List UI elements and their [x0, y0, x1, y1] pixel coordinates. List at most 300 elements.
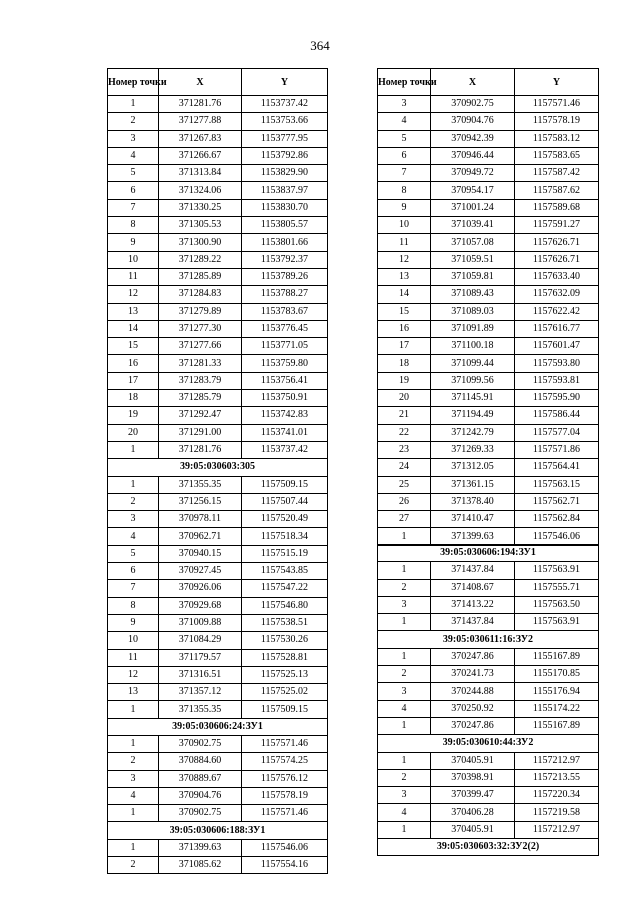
- x-coordinate-cell: 370954.17: [431, 182, 515, 199]
- header-x: X: [431, 69, 515, 96]
- y-coordinate-cell: 1157546.06: [242, 839, 328, 856]
- x-coordinate-cell: 370405.91: [431, 752, 515, 769]
- x-coordinate-cell: 370247.86: [431, 648, 515, 665]
- y-coordinate-cell: 1157562.84: [515, 511, 599, 528]
- table-row: [378, 113, 599, 130]
- point-number-cell: 2: [108, 753, 159, 770]
- x-coordinate-cell: 371281.33: [159, 355, 242, 372]
- table-row: [108, 268, 328, 285]
- y-coordinate-cell: 1153830.70: [242, 199, 328, 216]
- point-number-cell: 3: [108, 770, 159, 787]
- x-coordinate-cell: 370949.72: [431, 165, 515, 182]
- point-number-cell: 3: [378, 596, 431, 613]
- y-coordinate-cell: 1157626.71: [515, 234, 599, 251]
- point-number-cell: 1: [378, 562, 431, 579]
- table-row: [108, 182, 328, 199]
- x-coordinate-cell: 371256.15: [159, 493, 242, 510]
- x-coordinate-cell: 371057.08: [431, 234, 515, 251]
- x-coordinate-cell: 371316.51: [159, 666, 242, 683]
- point-number-cell: 24: [378, 459, 431, 476]
- table-row: [108, 165, 328, 182]
- point-number-cell: 21: [378, 407, 431, 424]
- point-number-cell: 19: [378, 372, 431, 389]
- x-coordinate-cell: 371277.30: [159, 320, 242, 337]
- x-coordinate-cell: 371099.44: [431, 355, 515, 372]
- point-number-cell: 8: [378, 182, 431, 199]
- x-coordinate-cell: 371330.25: [159, 199, 242, 216]
- table-row: [108, 770, 328, 787]
- parcel-group-row: [378, 545, 599, 562]
- table-row: [108, 857, 328, 874]
- x-coordinate-cell: 371084.29: [159, 632, 242, 649]
- point-number-cell: 9: [378, 199, 431, 216]
- y-coordinate-cell: 1153777.95: [242, 130, 328, 147]
- table-row: [378, 683, 599, 700]
- point-number-cell: 1: [108, 805, 159, 822]
- table-row: [378, 338, 599, 355]
- point-number-cell: 11: [378, 234, 431, 251]
- x-coordinate-cell: 371361.15: [431, 476, 515, 493]
- point-number-cell: 2: [378, 769, 431, 786]
- point-number-cell: 4: [108, 787, 159, 804]
- parcel-group-row: [108, 822, 328, 839]
- y-coordinate-cell: 1157507.44: [242, 493, 328, 510]
- point-number-cell: 4: [108, 528, 159, 545]
- y-coordinate-cell: 1157562.71: [515, 493, 599, 510]
- y-coordinate-cell: 1157576.12: [242, 770, 328, 787]
- table-row: [378, 234, 599, 251]
- y-coordinate-cell: 1157577.04: [515, 424, 599, 441]
- point-number-cell: 17: [378, 338, 431, 355]
- y-coordinate-cell: 1153788.27: [242, 286, 328, 303]
- table-row: [378, 199, 599, 216]
- x-coordinate-cell: 371399.63: [431, 528, 515, 545]
- point-number-cell: 15: [108, 338, 159, 355]
- point-number-cell: 1: [108, 441, 159, 458]
- y-coordinate-cell: 1157571.46: [515, 96, 599, 113]
- y-coordinate-cell: 1157525.02: [242, 684, 328, 701]
- point-number-cell: 5: [378, 130, 431, 147]
- point-number-cell: 6: [378, 147, 431, 164]
- point-number-cell: 12: [108, 666, 159, 683]
- x-coordinate-cell: 370902.75: [159, 735, 242, 752]
- point-number-cell: 1: [378, 717, 431, 734]
- table-row: [108, 424, 328, 441]
- table-row: [108, 234, 328, 251]
- y-coordinate-cell: 1157219.58: [515, 804, 599, 821]
- x-coordinate-cell: 371291.00: [159, 424, 242, 441]
- table-row: [378, 804, 599, 821]
- page-number: 364: [310, 38, 330, 53]
- y-coordinate-cell: 1157593.81: [515, 372, 599, 389]
- x-coordinate-cell: 371085.62: [159, 857, 242, 874]
- table-row: [378, 821, 599, 838]
- table-row: [378, 476, 599, 493]
- y-coordinate-cell: 1157518.34: [242, 528, 328, 545]
- y-coordinate-cell: 1157593.80: [515, 355, 599, 372]
- x-coordinate-cell: 370889.67: [159, 770, 242, 787]
- table-row: [378, 769, 599, 786]
- y-coordinate-cell: 1157520.49: [242, 511, 328, 528]
- y-coordinate-cell: 1157546.80: [242, 597, 328, 614]
- point-number-cell: 7: [378, 165, 431, 182]
- table-row: [378, 424, 599, 441]
- point-number-cell: 17: [108, 372, 159, 389]
- x-coordinate-cell: 371285.79: [159, 390, 242, 407]
- header-y: Y: [242, 69, 328, 96]
- y-coordinate-cell: 1153742.83: [242, 407, 328, 424]
- point-number-cell: 8: [108, 217, 159, 234]
- x-coordinate-cell: 371305.53: [159, 217, 242, 234]
- y-coordinate-cell: 1157525.13: [242, 666, 328, 683]
- y-coordinate-cell: 1157571.46: [242, 735, 328, 752]
- x-coordinate-cell: 370942.39: [431, 130, 515, 147]
- point-number-cell: 5: [108, 165, 159, 182]
- point-number-cell: 13: [378, 268, 431, 285]
- table-row: [108, 390, 328, 407]
- x-coordinate-cell: 371357.12: [159, 684, 242, 701]
- table-row: [108, 303, 328, 320]
- x-coordinate-cell: 370927.45: [159, 563, 242, 580]
- y-coordinate-cell: 1157554.16: [242, 857, 328, 874]
- parcel-group-row: [378, 631, 599, 648]
- table-row: [378, 147, 599, 164]
- table-row: [378, 407, 599, 424]
- table-row: [378, 355, 599, 372]
- table-row: [108, 545, 328, 562]
- coordinates-table-left: [107, 68, 328, 874]
- point-number-cell: 4: [378, 804, 431, 821]
- y-coordinate-cell: 1157515.19: [242, 545, 328, 562]
- x-coordinate-cell: 371285.89: [159, 268, 242, 285]
- x-coordinate-cell: 371242.79: [431, 424, 515, 441]
- x-coordinate-cell: 371292.47: [159, 407, 242, 424]
- x-coordinate-cell: 370978.11: [159, 511, 242, 528]
- point-number-cell: 15: [378, 303, 431, 320]
- table-row: [378, 596, 599, 613]
- y-coordinate-cell: 1155176.94: [515, 683, 599, 700]
- point-number-cell: 2: [378, 666, 431, 683]
- table-row: [108, 805, 328, 822]
- point-number-cell: 1: [108, 96, 159, 113]
- table-row: [378, 493, 599, 510]
- y-coordinate-cell: 1153837.97: [242, 182, 328, 199]
- x-coordinate-cell: 371312.05: [431, 459, 515, 476]
- table-row: [108, 528, 328, 545]
- point-number-cell: 3: [378, 787, 431, 804]
- point-number-cell: 2: [108, 113, 159, 130]
- point-number-cell: 3: [108, 130, 159, 147]
- y-coordinate-cell: 1157574.25: [242, 753, 328, 770]
- point-number-cell: 1: [108, 476, 159, 493]
- x-coordinate-cell: 371437.84: [431, 562, 515, 579]
- header-point-number: Номер точки: [108, 69, 159, 96]
- coordinates-table-right-bottom: [377, 544, 599, 856]
- table-row: [108, 476, 328, 493]
- table-row: [108, 511, 328, 528]
- y-coordinate-cell: 1155174.22: [515, 700, 599, 717]
- table-row: [378, 511, 599, 528]
- y-coordinate-cell: 1157530.26: [242, 632, 328, 649]
- y-coordinate-cell: 1153792.37: [242, 251, 328, 268]
- y-coordinate-cell: 1153753.66: [242, 113, 328, 130]
- x-coordinate-cell: 371269.33: [431, 441, 515, 458]
- table-header-row: [378, 69, 599, 96]
- y-coordinate-cell: 1153792.86: [242, 147, 328, 164]
- y-coordinate-cell: 1157546.06: [515, 528, 599, 545]
- point-number-cell: 16: [108, 355, 159, 372]
- point-number-cell: 18: [108, 390, 159, 407]
- table-row: [108, 372, 328, 389]
- parcel-group-row: [378, 735, 599, 752]
- x-coordinate-cell: 370904.76: [159, 787, 242, 804]
- point-number-cell: 2: [108, 493, 159, 510]
- x-coordinate-cell: 371437.84: [431, 614, 515, 631]
- y-coordinate-cell: 1157632.09: [515, 286, 599, 303]
- table-row: [108, 597, 328, 614]
- table-row: [378, 96, 599, 113]
- point-number-cell: 11: [108, 649, 159, 666]
- table-row: [378, 441, 599, 458]
- y-coordinate-cell: 1153737.42: [242, 441, 328, 458]
- point-number-cell: 1: [108, 839, 159, 856]
- table-row: [108, 338, 328, 355]
- header-x: X: [159, 69, 242, 96]
- table-row: [108, 147, 328, 164]
- y-coordinate-cell: 1157563.91: [515, 614, 599, 631]
- y-coordinate-cell: 1153750.91: [242, 390, 328, 407]
- x-coordinate-cell: 370962.71: [159, 528, 242, 545]
- point-number-cell: 4: [378, 113, 431, 130]
- point-number-cell: 20: [378, 390, 431, 407]
- table-row: [108, 130, 328, 147]
- y-coordinate-cell: 1157587.62: [515, 182, 599, 199]
- x-coordinate-cell: 371324.06: [159, 182, 242, 199]
- y-coordinate-cell: 1157578.19: [242, 787, 328, 804]
- y-coordinate-cell: 1157571.86: [515, 441, 599, 458]
- parcel-cadastral-number: 39:05:030606:194:ЗУ1: [378, 545, 599, 562]
- point-number-cell: 1: [378, 614, 431, 631]
- point-number-cell: 7: [108, 580, 159, 597]
- point-number-cell: 13: [108, 684, 159, 701]
- table-row: [108, 666, 328, 683]
- y-coordinate-cell: 1157220.34: [515, 787, 599, 804]
- y-coordinate-cell: 1157571.46: [242, 805, 328, 822]
- parcel-cadastral-number: 39:05:030603:32:ЗУ2(2): [378, 839, 599, 856]
- table-row: [378, 372, 599, 389]
- table-row: [378, 390, 599, 407]
- x-coordinate-cell: 371355.35: [159, 476, 242, 493]
- point-number-cell: 19: [108, 407, 159, 424]
- x-coordinate-cell: 371266.67: [159, 147, 242, 164]
- y-coordinate-cell: 1157601.47: [515, 338, 599, 355]
- table-row: [108, 632, 328, 649]
- table-row: [378, 787, 599, 804]
- table-row: [108, 96, 328, 113]
- table-row: [108, 407, 328, 424]
- point-number-cell: 13: [108, 303, 159, 320]
- table-row: [108, 355, 328, 372]
- table-row: [378, 286, 599, 303]
- parcel-cadastral-number: 39:05:030606:188:ЗУ1: [108, 822, 328, 839]
- parcel-group-row: [108, 459, 328, 476]
- y-coordinate-cell: 1157622.42: [515, 303, 599, 320]
- y-coordinate-cell: 1157583.12: [515, 130, 599, 147]
- table-row: [378, 459, 599, 476]
- y-coordinate-cell: 1153805.57: [242, 217, 328, 234]
- table-header-row: [108, 69, 328, 96]
- point-number-cell: 4: [108, 147, 159, 164]
- x-coordinate-cell: 371277.88: [159, 113, 242, 130]
- x-coordinate-cell: 371281.76: [159, 441, 242, 458]
- point-number-cell: 18: [378, 355, 431, 372]
- point-number-cell: 14: [108, 320, 159, 337]
- y-coordinate-cell: 1157212.97: [515, 821, 599, 838]
- table-row: [108, 580, 328, 597]
- x-coordinate-cell: 371413.22: [431, 596, 515, 613]
- y-coordinate-cell: 1157563.50: [515, 596, 599, 613]
- y-coordinate-cell: 1157589.68: [515, 199, 599, 216]
- point-number-cell: 3: [378, 683, 431, 700]
- y-coordinate-cell: 1153783.67: [242, 303, 328, 320]
- table-row: [108, 113, 328, 130]
- table-row: [108, 649, 328, 666]
- point-number-cell: 25: [378, 476, 431, 493]
- y-coordinate-cell: 1157633.40: [515, 268, 599, 285]
- x-coordinate-cell: 371284.83: [159, 286, 242, 303]
- y-coordinate-cell: 1157595.90: [515, 390, 599, 407]
- table-row: [378, 130, 599, 147]
- x-coordinate-cell: 370904.76: [431, 113, 515, 130]
- table-row: [108, 839, 328, 856]
- table-row: [108, 787, 328, 804]
- y-coordinate-cell: 1155167.89: [515, 717, 599, 734]
- table-row: [108, 320, 328, 337]
- y-coordinate-cell: 1157543.85: [242, 563, 328, 580]
- y-coordinate-cell: 1157555.71: [515, 579, 599, 596]
- x-coordinate-cell: 371059.51: [431, 251, 515, 268]
- table-row: [108, 735, 328, 752]
- x-coordinate-cell: 371281.76: [159, 96, 242, 113]
- x-coordinate-cell: 371089.03: [431, 303, 515, 320]
- header-y: Y: [515, 69, 599, 96]
- x-coordinate-cell: 371277.66: [159, 338, 242, 355]
- table-row: [378, 528, 599, 545]
- point-number-cell: 3: [378, 96, 431, 113]
- table-row: [378, 752, 599, 769]
- point-number-cell: 1: [378, 821, 431, 838]
- table-row: [378, 182, 599, 199]
- parcel-cadastral-number: 39:05:030610:44:ЗУ2: [378, 735, 599, 752]
- x-coordinate-cell: 371194.49: [431, 407, 515, 424]
- x-coordinate-cell: 370884.60: [159, 753, 242, 770]
- x-coordinate-cell: 371100.18: [431, 338, 515, 355]
- point-number-cell: 9: [108, 234, 159, 251]
- table-row: [108, 251, 328, 268]
- x-coordinate-cell: 370398.91: [431, 769, 515, 786]
- y-coordinate-cell: 1157583.65: [515, 147, 599, 164]
- y-coordinate-cell: 1157563.15: [515, 476, 599, 493]
- point-number-cell: 1: [378, 528, 431, 545]
- table-row: [108, 563, 328, 580]
- x-coordinate-cell: 370929.68: [159, 597, 242, 614]
- point-number-cell: 23: [378, 441, 431, 458]
- point-number-cell: 16: [378, 320, 431, 337]
- y-coordinate-cell: 1153771.05: [242, 338, 328, 355]
- x-coordinate-cell: 370940.15: [159, 545, 242, 562]
- table-row: [108, 753, 328, 770]
- x-coordinate-cell: 371001.24: [431, 199, 515, 216]
- y-coordinate-cell: 1157591.27: [515, 217, 599, 234]
- x-coordinate-cell: 370250.92: [431, 700, 515, 717]
- x-coordinate-cell: 370399.47: [431, 787, 515, 804]
- point-number-cell: 12: [378, 251, 431, 268]
- parcel-cadastral-number: 39:05:030606:24:ЗУ1: [108, 718, 328, 735]
- point-number-cell: 11: [108, 268, 159, 285]
- y-coordinate-cell: 1153741.01: [242, 424, 328, 441]
- x-coordinate-cell: 371408.67: [431, 579, 515, 596]
- x-coordinate-cell: 370946.44: [431, 147, 515, 164]
- point-number-cell: 9: [108, 614, 159, 631]
- table-row: [378, 562, 599, 579]
- y-coordinate-cell: 1153737.42: [242, 96, 328, 113]
- point-number-cell: 3: [108, 511, 159, 528]
- y-coordinate-cell: 1153801.66: [242, 234, 328, 251]
- y-coordinate-cell: 1157547.22: [242, 580, 328, 597]
- x-coordinate-cell: 370247.86: [431, 717, 515, 734]
- parcel-group-row: [378, 839, 599, 856]
- y-coordinate-cell: 1153829.90: [242, 165, 328, 182]
- table-row: [108, 701, 328, 718]
- table-row: [108, 217, 328, 234]
- table-row: [378, 217, 599, 234]
- x-coordinate-cell: 370405.91: [431, 821, 515, 838]
- table-row: [108, 199, 328, 216]
- point-number-cell: 10: [378, 217, 431, 234]
- table-row: [108, 614, 328, 631]
- x-coordinate-cell: 370902.75: [431, 96, 515, 113]
- y-coordinate-cell: 1157587.42: [515, 165, 599, 182]
- x-coordinate-cell: 370406.28: [431, 804, 515, 821]
- parcel-cadastral-number: 39:05:030603:305: [108, 459, 328, 476]
- table-row: [108, 684, 328, 701]
- point-number-cell: 10: [108, 632, 159, 649]
- parcel-group-row: [108, 718, 328, 735]
- x-coordinate-cell: 371283.79: [159, 372, 242, 389]
- table-row: [378, 700, 599, 717]
- y-coordinate-cell: 1157509.15: [242, 476, 328, 493]
- table-row: [108, 441, 328, 458]
- x-coordinate-cell: 370244.88: [431, 683, 515, 700]
- x-coordinate-cell: 371059.81: [431, 268, 515, 285]
- point-number-cell: 1: [378, 752, 431, 769]
- x-coordinate-cell: 371289.22: [159, 251, 242, 268]
- x-coordinate-cell: 371300.90: [159, 234, 242, 251]
- table-row: [378, 579, 599, 596]
- table-row: [378, 717, 599, 734]
- point-number-cell: 8: [108, 597, 159, 614]
- y-coordinate-cell: 1153759.80: [242, 355, 328, 372]
- y-coordinate-cell: 1157616.77: [515, 320, 599, 337]
- header-point-number: Номер точки: [378, 69, 431, 96]
- y-coordinate-cell: 1157578.19: [515, 113, 599, 130]
- x-coordinate-cell: 371313.84: [159, 165, 242, 182]
- point-number-cell: 12: [108, 286, 159, 303]
- table-row: [378, 251, 599, 268]
- point-number-cell: 10: [108, 251, 159, 268]
- x-coordinate-cell: 371267.83: [159, 130, 242, 147]
- y-coordinate-cell: 1155170.85: [515, 666, 599, 683]
